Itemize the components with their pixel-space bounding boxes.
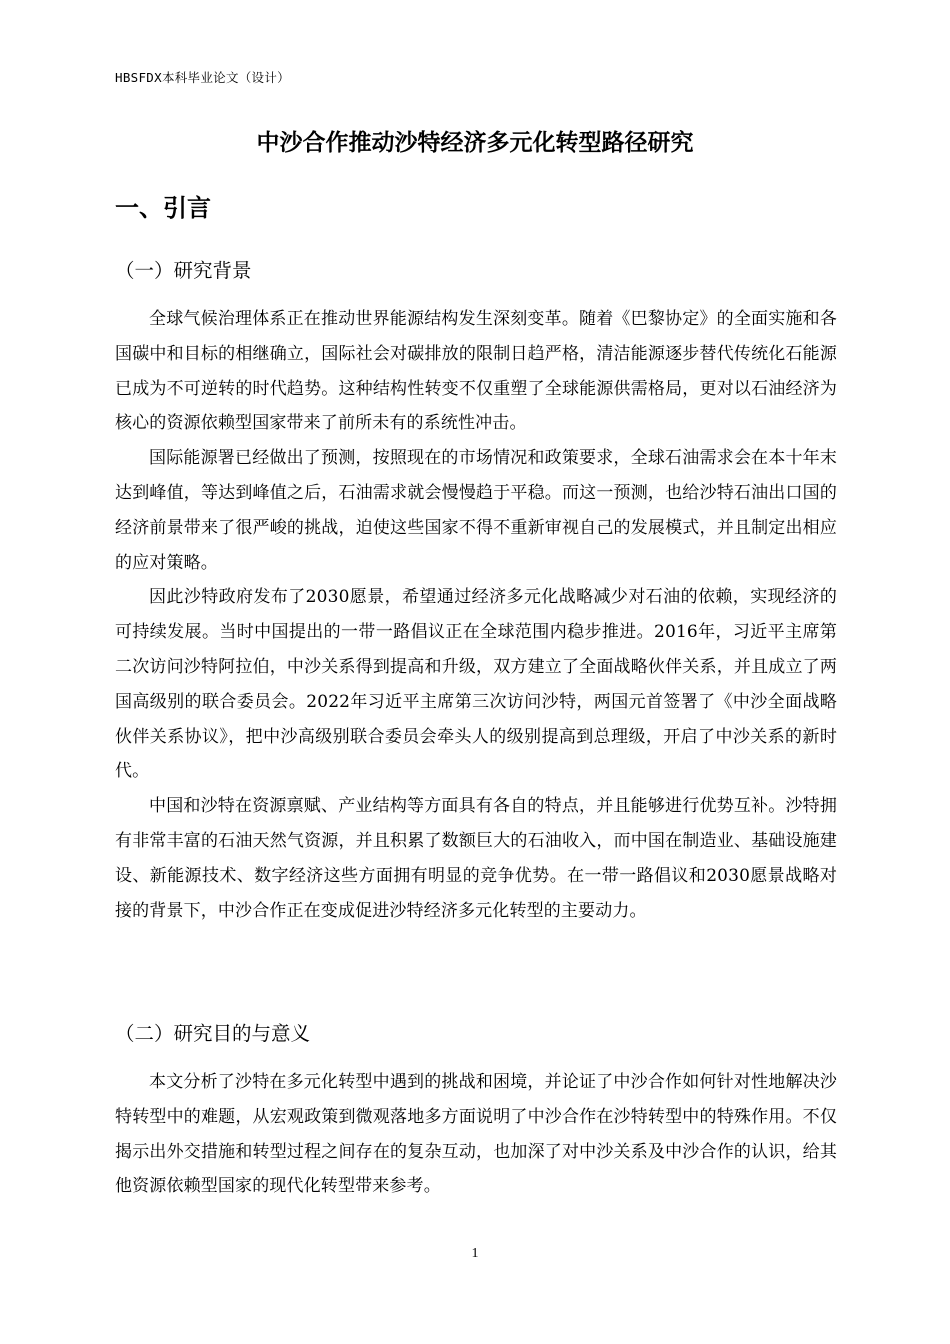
section-heading-introduction: 一、引言 <box>115 194 211 222</box>
paragraph: 中国和沙特在资源禀赋、产业结构等方面具有各自的特点，并且能够进行优势互补。沙特拥有非常丰富的石油天然气资源，并且积累了数额巨大的石油收入，而中国在制造业、基础设施建设、新能源技术、数字经济这些方面拥有明显的竞争优势。在一带一路倡议和2030愿景战略对接的背景下，中沙合作正在变成促进沙特经济多元化转型的主要动力。 <box>115 796 837 921</box>
paragraph: 本文分析了沙特在多元化转型中遇到的挑战和困境，并论证了中沙合作如何针对性地解决沙特转型中的难题，从宏观政策到微观落地多方面说明了中沙合作在沙特转型中的特殊作用。不仅揭示出外交措施和转型过程之间存在的复杂互动，也加深了对中沙关系及中沙合作的认识，给其他资源依赖型国家的现代化转型带来参考。 <box>115 1072 837 1197</box>
paragraph: 全球气候治理体系正在推动世界能源结构发生深刻变革。随着《巴黎协定》的全面实施和各国碳中和目标的相继确立，国际社会对碳排放的限制日趋严格，清洁能源逐步替代传统化石能源已成为不可逆转的时代趋势。这种结构性转变不仅重塑了全球能源供需格局，更对以石油经济为核心的资源依赖型国家带来了前所未有的系统性冲击。 <box>115 309 837 434</box>
paragraph: 国际能源署已经做出了预测，按照现在的市场情况和政策要求，全球石油需求会在本十年末达到峰值，等达到峰值之后，石油需求就会慢慢趋于平稳。而这一预测，也给沙特石油出口国的经济前景带来了很严峻的挑战，迫使这些国家不得不重新审视自己的发展模式，并且制定出相应的应对策略。 <box>115 448 837 573</box>
subsection-heading-purpose: （二）研究目的与意义 <box>115 1022 311 1045</box>
running-header: HBSFDX本科毕业论文（设计） <box>115 70 290 85</box>
paragraph: 因此沙特政府发布了2030愿景，希望通过经济多元化战略减少对石油的依赖，实现经济的可持续发展。当时中国提出的一带一路倡议正在全球范围内稳步推进。2016年，习近平主席第二次访问沙特阿拉伯，中沙关系得到提高和升级，双方建立了全面战略伙伴关系，并且成立了两国高级别的联合委员会。2022年习近平主席第三次访问沙特，两国元首签署了《中沙全面战略伙伴关系协议》，把中沙高级别联合委员会牵头人的级别提高到总理级，开启了中沙关系的新时代。 <box>115 587 837 782</box>
background-body <box>115 302 837 928</box>
purpose-body <box>115 1065 837 1204</box>
paper-title: 中沙合作推动沙特经济多元化转型路径研究 <box>256 130 694 156</box>
subsection-heading-background: （一）研究背景 <box>115 259 252 282</box>
page-number: 1 <box>471 1246 479 1261</box>
